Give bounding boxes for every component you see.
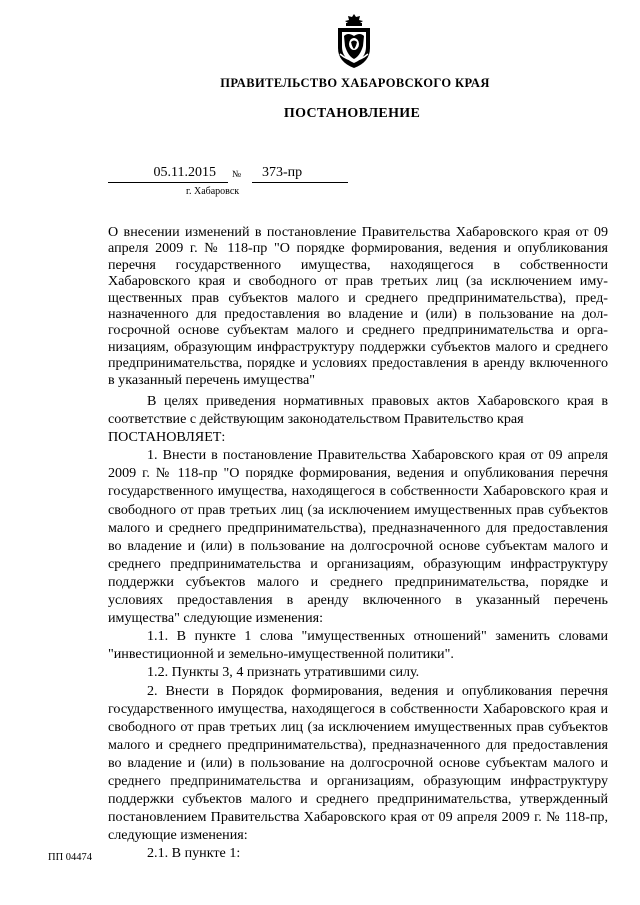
paragraph-item-1: 1. Внести в постановление Правительства Хабаровского края от 09 апреля 2009 г. № 118-пр "О порядке формирования, ведения и опубликования перечня государственного имущества, находящегося в собственности Хабаровского края и свободного от прав третьих лиц (за исключением имущественных прав субъектов малого и среднего предпринимательства), предназначенного для предоставления во владение и (или) в пользование на долгосрочной основе субъектам малого и среднего предпринимательства и организациям, образующим инфраструктуру поддержки субъектов малого и среднего предпринимательства, порядке и условиях предоставления в аренду включенного в указанный перечень имущества" следующие изменения: xyxy=(108,447,608,627)
number-sign: № xyxy=(232,170,242,180)
footer-code: ПП 04474 xyxy=(48,852,93,863)
city: г. Хабаровск xyxy=(186,186,240,197)
document-type: ПОСТАНОВЛЕНИЕ xyxy=(283,106,421,121)
registration-number: 373-пр xyxy=(252,164,348,183)
government-title: ПРАВИТЕЛЬСТВО ХАБАРОВСКОГО КРАЯ xyxy=(220,76,490,90)
paragraph-item-2: 2. Внести в Порядок формирования, ведения и опубликования перечня государственного имущества, находящегося в собственности Хабаровского края и свободного от прав третьих лиц (за исключением имущественных прав субъектов малого и среднего предпринимательства), предназначенного для предоставления во владение и (или) в пользование на долгосрочной основе субъектам малого и среднего предпринимательства и организациям, образующим инфраструктуру поддержки субъектов малого и среднего предпринимательства, утвержденный постановлением Правительства Хабаровского края от 09 апреля 2009 г. № 118-пр, следующие изменения: xyxy=(108,682,608,844)
paragraph-item-1-1: 1.1. В пункте 1 слова "имущественных отношений" заменить словами "инвестиционной и земельно-имущественной политики". xyxy=(108,628,608,663)
registration-date: 05.11.2015 xyxy=(108,164,228,183)
document-subject: О внесении изменений в постановление Правительства Хабаровского края от 09 апреля 2009 г. № 118-пр "О порядке формирования, ведения и опубликования перечня государственного имущества, находящегося в собственности Хабаровского края и свободного от прав третьих лиц (за исключением имущественных прав субъектов малого и среднего предпринимательства), предназначенного для предоставления во владение и (или) в пользование на долгосрочной основе субъектам малого и среднего предпринимательства и организациям, образующим инфраструктуру поддержки субъектов малого и среднего предпринимательства, порядке и условиях предоставления в аренду включенного в указанный перечень имущества" xyxy=(108,224,608,388)
paragraph-resolves: ПОСТАНОВЛЯЕТ: xyxy=(108,429,226,446)
paragraph-item-1-2: 1.2. Пункты 3, 4 признать утратившими силу. xyxy=(147,664,420,681)
paragraph-item-2-1: 2.1. В пункте 1: xyxy=(147,845,241,862)
coat-of-arms-icon xyxy=(330,12,378,70)
document-body xyxy=(108,392,608,862)
paragraph-preamble: В целях приведения нормативных правовых актов Хабаровского края в соответствие с действующим законодательством Правительство края xyxy=(108,393,608,428)
